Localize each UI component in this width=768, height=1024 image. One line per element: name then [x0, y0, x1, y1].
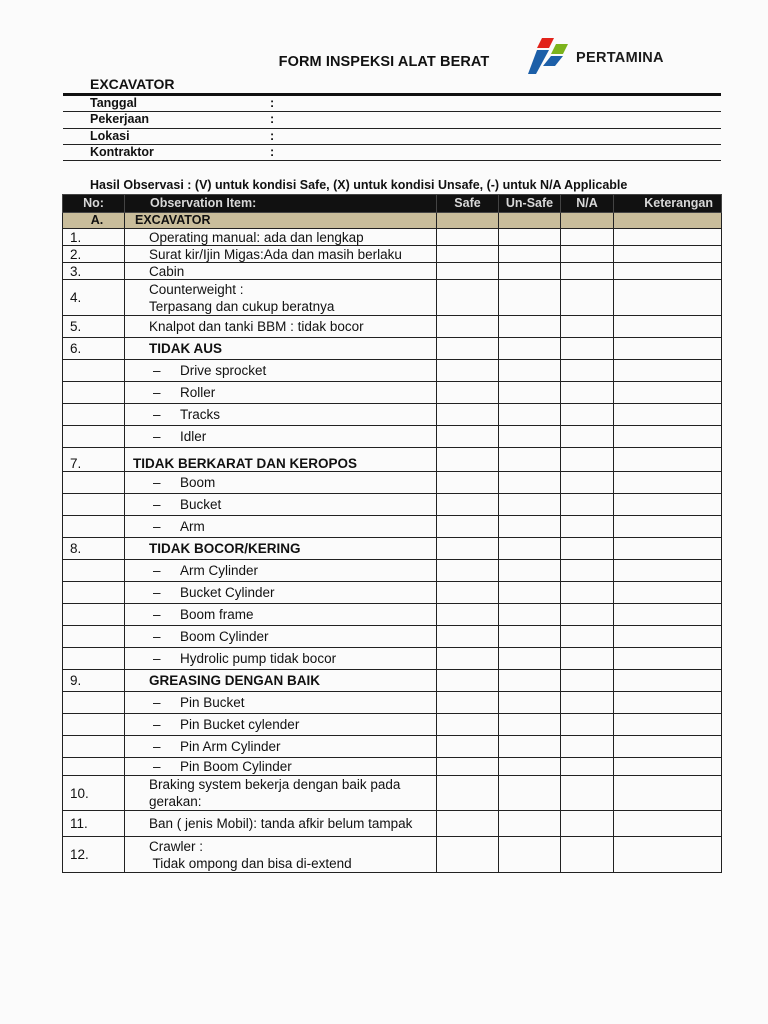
keterangan-cell[interactable]: [614, 426, 722, 448]
unsafe-cell[interactable]: [499, 776, 561, 811]
unsafe-cell[interactable]: [499, 692, 561, 714]
na-cell[interactable]: [561, 280, 614, 316]
observation-item: [125, 360, 437, 382]
equipment-title: EXCAVATOR: [90, 76, 175, 92]
table-row: [63, 246, 722, 263]
table-row: [63, 758, 722, 776]
dash-bullet: –: [153, 629, 161, 644]
item-text: Roller: [180, 385, 216, 400]
safe-cell[interactable]: [437, 811, 499, 837]
na-cell[interactable]: [561, 494, 614, 516]
row-number: 7.: [63, 448, 125, 472]
safe-cell[interactable]: [437, 404, 499, 426]
unsafe-cell[interactable]: [499, 338, 561, 360]
info-field-row: [63, 128, 721, 144]
observation-item: [125, 472, 437, 494]
unsafe-cell[interactable]: [499, 538, 561, 560]
dash-bullet: –: [153, 475, 161, 490]
na-cell[interactable]: [561, 426, 614, 448]
keterangan-cell[interactable]: [614, 560, 722, 582]
table-row: [63, 494, 722, 516]
na-cell[interactable]: [561, 837, 614, 873]
item-text: Idler: [180, 429, 207, 444]
observation-item: Cabin: [125, 263, 437, 280]
safe-cell[interactable]: [437, 472, 499, 494]
section-cell: [614, 213, 722, 229]
observation-item: [125, 604, 437, 626]
dash-bullet: –: [153, 585, 161, 600]
safe-cell[interactable]: [437, 448, 499, 472]
observation-item: [125, 692, 437, 714]
observation-item: [125, 776, 437, 811]
na-cell[interactable]: [561, 316, 614, 338]
keterangan-cell[interactable]: [614, 837, 722, 873]
safe-cell[interactable]: [437, 626, 499, 648]
section-no: A.: [63, 213, 125, 229]
row-number: [63, 758, 125, 776]
table-row: [63, 626, 722, 648]
item-text: Arm Cylinder: [180, 563, 259, 578]
info-field-colon: :: [270, 112, 290, 128]
na-cell[interactable]: [561, 472, 614, 494]
keterangan-cell[interactable]: [614, 692, 722, 714]
item-text-line2: Tidak ompong dan bisa di-extend: [149, 855, 352, 871]
keterangan-cell[interactable]: [614, 582, 722, 604]
row-number: 8.: [63, 538, 125, 560]
na-cell[interactable]: [561, 229, 614, 246]
info-field-label: Pekerjaan: [63, 112, 270, 128]
unsafe-cell[interactable]: [499, 626, 561, 648]
observation-item: [125, 837, 437, 873]
dash-bullet: –: [153, 497, 161, 512]
row-number: 9.: [63, 670, 125, 692]
keterangan-cell[interactable]: [614, 316, 722, 338]
item-text: Boom Cylinder: [180, 629, 269, 644]
observation-item: [125, 648, 437, 670]
dash-bullet: –: [153, 407, 161, 422]
item-text: Crawler :: [149, 838, 204, 854]
info-field-colon: :: [270, 128, 290, 144]
row-number: [63, 404, 125, 426]
info-field-value[interactable]: [290, 96, 721, 112]
na-cell[interactable]: [561, 404, 614, 426]
table-row: [63, 426, 722, 448]
table-row: [63, 736, 722, 758]
table-row: [63, 316, 722, 338]
observation-item: TIDAK AUS: [125, 338, 437, 360]
dash-bullet: –: [153, 759, 161, 774]
keterangan-cell[interactable]: [614, 404, 722, 426]
info-field-value[interactable]: [290, 128, 721, 144]
dash-bullet: –: [153, 429, 161, 444]
keterangan-cell[interactable]: [614, 648, 722, 670]
row-number: 3.: [63, 263, 125, 280]
observation-item: [125, 494, 437, 516]
keterangan-cell[interactable]: [614, 604, 722, 626]
observation-item: [125, 516, 437, 538]
info-field-row: [63, 112, 721, 128]
keterangan-cell[interactable]: [614, 494, 722, 516]
keterangan-cell[interactable]: [614, 229, 722, 246]
dash-bullet: –: [153, 519, 161, 534]
observation-item: [125, 560, 437, 582]
dash-bullet: –: [153, 651, 161, 666]
safe-cell[interactable]: [437, 280, 499, 316]
unsafe-cell[interactable]: [499, 229, 561, 246]
pertamina-logo: [528, 36, 673, 76]
safe-cell[interactable]: [437, 263, 499, 280]
table-row: [63, 538, 722, 560]
observation-item: [125, 582, 437, 604]
safe-cell[interactable]: [437, 382, 499, 404]
info-field-colon: :: [270, 96, 290, 112]
observation-item: GREASING DENGAN BAIK: [125, 670, 437, 692]
unsafe-cell[interactable]: [499, 714, 561, 736]
safe-cell[interactable]: [437, 692, 499, 714]
header-keterangan: Keterangan: [614, 195, 722, 213]
item-text: Bucket Cylinder: [180, 585, 275, 600]
unsafe-cell[interactable]: [499, 648, 561, 670]
item-text-line2: Terpasang dan cukup beratnya: [149, 298, 335, 314]
item-text: Pin Arm Cylinder: [180, 739, 281, 754]
table-row: [63, 338, 722, 360]
section-cell: [437, 213, 499, 229]
table-row: [63, 776, 722, 811]
item-text: Pin Boom Cylinder: [180, 759, 292, 774]
safe-cell[interactable]: [437, 648, 499, 670]
row-number: [63, 360, 125, 382]
keterangan-cell[interactable]: [614, 758, 722, 776]
observation-item: TIDAK BOCOR/KERING: [125, 538, 437, 560]
item-text: Arm: [180, 519, 205, 534]
keterangan-cell[interactable]: [614, 246, 722, 263]
observation-item: TIDAK BERKARAT DAN KEROPOS: [125, 448, 437, 472]
keterangan-cell[interactable]: [614, 472, 722, 494]
unsafe-cell[interactable]: [499, 560, 561, 582]
safe-cell[interactable]: [437, 494, 499, 516]
row-number: [63, 472, 125, 494]
table-header-row: [63, 195, 722, 213]
row-number: [63, 516, 125, 538]
keterangan-cell[interactable]: [614, 382, 722, 404]
item-text: Drive sprocket: [180, 363, 267, 378]
header-unsafe: Un-Safe: [499, 195, 561, 213]
dash-bullet: –: [153, 607, 161, 622]
table-row: [63, 648, 722, 670]
table-row: [63, 837, 722, 873]
item-text: Boom: [180, 475, 216, 490]
info-field-value[interactable]: [290, 144, 721, 160]
item-text: Hydrolic pump tidak bocor: [180, 651, 337, 666]
observation-legend: Hasil Observasi : (V) untuk kondisi Safe, (X) untuk kondisi Unsafe, (-) untuk N/A Applicable: [90, 178, 628, 192]
unsafe-cell[interactable]: [499, 404, 561, 426]
keterangan-cell[interactable]: [614, 670, 722, 692]
observation-item: [125, 714, 437, 736]
unsafe-cell[interactable]: [499, 811, 561, 837]
item-text: Pin Bucket cylender: [180, 717, 300, 732]
observation-item: [125, 758, 437, 776]
observation-item: Ban ( jenis Mobil): tanda afkir belum tampak: [125, 811, 437, 837]
na-cell[interactable]: [561, 758, 614, 776]
row-number: 5.: [63, 316, 125, 338]
na-cell[interactable]: [561, 692, 614, 714]
keterangan-cell[interactable]: [614, 360, 722, 382]
na-cell[interactable]: [561, 263, 614, 280]
keterangan-cell[interactable]: [614, 714, 722, 736]
unsafe-cell[interactable]: [499, 582, 561, 604]
keterangan-cell[interactable]: [614, 776, 722, 811]
unsafe-cell[interactable]: [499, 316, 561, 338]
safe-cell[interactable]: [437, 538, 499, 560]
row-number: [63, 604, 125, 626]
observation-item: Operating manual: ada dan lengkap: [125, 229, 437, 246]
row-number: [63, 494, 125, 516]
na-cell[interactable]: [561, 538, 614, 560]
item-text: Boom frame: [180, 607, 254, 622]
table-row: [63, 714, 722, 736]
unsafe-cell[interactable]: [499, 736, 561, 758]
header-item: Observation Item:: [125, 195, 437, 213]
info-field-label: Tanggal: [63, 96, 270, 112]
row-number: 10.: [63, 776, 125, 811]
unsafe-cell[interactable]: [499, 382, 561, 404]
info-field-value[interactable]: [290, 112, 721, 128]
section-title: EXCAVATOR: [125, 213, 437, 229]
info-field-label: Kontraktor: [63, 144, 270, 160]
dash-bullet: –: [153, 695, 161, 710]
row-number: [63, 560, 125, 582]
na-cell[interactable]: [561, 626, 614, 648]
row-number: 6.: [63, 338, 125, 360]
section-cell: [499, 213, 561, 229]
table-row: [63, 280, 722, 316]
unsafe-cell[interactable]: [499, 758, 561, 776]
table-row: [63, 811, 722, 837]
observation-item: [125, 404, 437, 426]
row-number: 4.: [63, 280, 125, 316]
row-number: 1.: [63, 229, 125, 246]
keterangan-cell[interactable]: [614, 338, 722, 360]
dash-bullet: –: [153, 717, 161, 732]
dash-bullet: –: [153, 739, 161, 754]
safe-cell[interactable]: [437, 560, 499, 582]
form-title: FORM INSPEKSI ALAT BERAT: [278, 54, 490, 70]
unsafe-cell[interactable]: [499, 670, 561, 692]
unsafe-cell[interactable]: [499, 472, 561, 494]
safe-cell[interactable]: [437, 670, 499, 692]
row-number: [63, 582, 125, 604]
na-cell[interactable]: [561, 714, 614, 736]
table-row: [63, 582, 722, 604]
na-cell[interactable]: [561, 648, 614, 670]
section-cell: [561, 213, 614, 229]
safe-cell[interactable]: [437, 758, 499, 776]
table-row: [63, 263, 722, 280]
table-row: [63, 360, 722, 382]
item-text: Bucket: [180, 497, 222, 512]
table-row: [63, 448, 722, 472]
na-cell[interactable]: [561, 582, 614, 604]
row-number: [63, 736, 125, 758]
safe-cell[interactable]: [437, 837, 499, 873]
unsafe-cell[interactable]: [499, 448, 561, 472]
item-text: Braking system bekerja dengan baik pada: [149, 777, 401, 792]
row-number: [63, 382, 125, 404]
keterangan-cell[interactable]: [614, 448, 722, 472]
observation-item: Knalpot dan tanki BBM : tidak bocor: [125, 316, 437, 338]
table-row: [63, 229, 722, 246]
table-row: [63, 472, 722, 494]
row-number: 11.: [63, 811, 125, 837]
item-text: Pin Bucket: [180, 695, 245, 710]
row-number: [63, 626, 125, 648]
keterangan-cell[interactable]: [614, 516, 722, 538]
safe-cell[interactable]: [437, 582, 499, 604]
item-text: Tracks: [180, 407, 220, 422]
row-number: [63, 426, 125, 448]
observation-item: [125, 382, 437, 404]
row-number: [63, 692, 125, 714]
safe-cell[interactable]: [437, 714, 499, 736]
table-row: [63, 404, 722, 426]
na-cell[interactable]: [561, 670, 614, 692]
table-row: [63, 670, 722, 692]
header-safe: Safe: [437, 195, 499, 213]
unsafe-cell[interactable]: [499, 263, 561, 280]
info-field-colon: :: [270, 144, 290, 160]
keterangan-cell[interactable]: [614, 736, 722, 758]
keterangan-cell[interactable]: [614, 811, 722, 837]
safe-cell[interactable]: [437, 229, 499, 246]
keterangan-cell[interactable]: [614, 280, 722, 316]
table-row: [63, 516, 722, 538]
table-row: [63, 382, 722, 404]
na-cell[interactable]: [561, 338, 614, 360]
keterangan-cell[interactable]: [614, 263, 722, 280]
safe-cell[interactable]: [437, 426, 499, 448]
safe-cell[interactable]: [437, 604, 499, 626]
unsafe-cell[interactable]: [499, 516, 561, 538]
info-field-row: [63, 144, 721, 160]
safe-cell[interactable]: [437, 246, 499, 263]
item-text-line2: gerakan:: [149, 794, 202, 809]
na-cell[interactable]: [561, 382, 614, 404]
row-number: [63, 648, 125, 670]
safe-cell[interactable]: [437, 516, 499, 538]
unsafe-cell[interactable]: [499, 604, 561, 626]
unsafe-cell[interactable]: [499, 494, 561, 516]
na-cell[interactable]: [561, 246, 614, 263]
unsafe-cell[interactable]: [499, 280, 561, 316]
unsafe-cell[interactable]: [499, 360, 561, 382]
table-row: [63, 692, 722, 714]
observation-item: Surat kir/Ijin Migas:Ada dan masih berlaku: [125, 246, 437, 263]
na-cell[interactable]: [561, 448, 614, 472]
info-field-row: [63, 96, 721, 112]
keterangan-cell[interactable]: [614, 626, 722, 648]
unsafe-cell[interactable]: [499, 837, 561, 873]
row-number: 12.: [63, 837, 125, 873]
na-cell[interactable]: [561, 811, 614, 837]
row-number: [63, 714, 125, 736]
section-row: [63, 213, 722, 229]
na-cell[interactable]: [561, 560, 614, 582]
observation-item: [125, 736, 437, 758]
safe-cell[interactable]: [437, 776, 499, 811]
na-cell[interactable]: [561, 776, 614, 811]
safe-cell[interactable]: [437, 360, 499, 382]
row-number: 2.: [63, 246, 125, 263]
header-no: No:: [63, 195, 125, 213]
table-row: [63, 604, 722, 626]
pertamina-logo-icon: [528, 36, 574, 76]
observation-item: [125, 280, 437, 316]
dash-bullet: –: [153, 363, 161, 378]
na-cell[interactable]: [561, 736, 614, 758]
dash-bullet: –: [153, 563, 161, 578]
safe-cell[interactable]: [437, 316, 499, 338]
keterangan-cell[interactable]: [614, 538, 722, 560]
safe-cell[interactable]: [437, 736, 499, 758]
safe-cell[interactable]: [437, 338, 499, 360]
info-fields-table: [63, 96, 721, 161]
item-text: Counterweight :: [149, 281, 244, 297]
info-field-label: Lokasi: [63, 128, 270, 144]
unsafe-cell[interactable]: [499, 246, 561, 263]
header-na: N/A: [561, 195, 614, 213]
unsafe-cell[interactable]: [499, 426, 561, 448]
na-cell[interactable]: [561, 516, 614, 538]
na-cell[interactable]: [561, 360, 614, 382]
table-row: [63, 560, 722, 582]
na-cell[interactable]: [561, 604, 614, 626]
observation-item: [125, 626, 437, 648]
brand-name: PERTAMINA: [576, 50, 664, 66]
dash-bullet: –: [153, 385, 161, 400]
observation-item: [125, 426, 437, 448]
inspection-table: [62, 194, 722, 873]
